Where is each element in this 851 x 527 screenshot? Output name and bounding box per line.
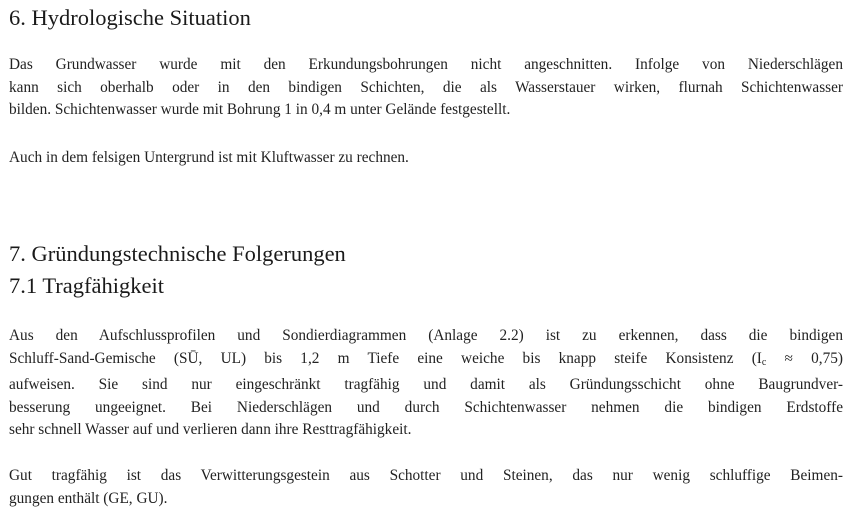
- section-6-heading: 6. Hydrologische Situation: [9, 5, 251, 30]
- text-line: Auch in dem felsigen Untergrund ist mit Kluftwasser zu rechnen.: [9, 149, 409, 166]
- section-7-1-subheading: 7.1 Tragfähigkeit: [9, 273, 164, 298]
- text-line: bilden. Schichtenwasser wurde mit Bohrung 1 in 0,4 m unter Gelände festgestellt.: [9, 101, 511, 118]
- section-7-heading: 7. Gründungstechnische Folgerungen: [9, 241, 346, 266]
- text-line: gungen enthält (GE, GU).: [9, 489, 168, 507]
- section-6-paragraph-1: [9, 54, 843, 122]
- subscript: c: [761, 356, 767, 368]
- section-7-1-paragraph-1: [9, 325, 843, 442]
- text-line-with-subscript: [9, 348, 843, 375]
- text-fragment: ≈ 0,75): [766, 349, 843, 367]
- text-line: Aus den Aufschlussprofilen und Sondierdiagrammen (Anlage 2.2) ist zu erkennen, dass die bindigen: [9, 327, 843, 344]
- text-line: Gut tragfähig ist das Verwitterungsgestein aus Schotter und Steinen, das nur wenig schluffige Beimen-: [9, 467, 843, 484]
- text-line: aufweisen. Sie sind nur eingeschränkt tragfähig und damit als Gründungsschicht ohne Baugrundver-: [9, 376, 843, 393]
- text-line: Das Grundwasser wurde mit den Erkundungsbohrungen nicht angeschnitten. Infolge von Niederschlägen: [9, 56, 843, 73]
- text-line: besserung ungeeignet. Bei Niederschlägen und durch Schichtenwasser nehmen die bindigen Erdstoffe: [9, 398, 843, 416]
- text-line: sehr schnell Wasser auf und verlieren dann ihre Resttragfähigkeit.: [9, 421, 412, 438]
- section-6-paragraph-2: [9, 147, 843, 170]
- section-7-1-paragraph-2: [9, 465, 843, 510]
- text-fragment: Schluff-Sand-Gemische (SŪ, UL) bis 1,2 m Tiefe eine weiche bis knapp steife Konsistenz (I: [9, 349, 762, 367]
- text-line: kann sich oberhalb oder in den bindigen Schichten, die als Wasserstauer wirken, flurnah Schichtenwasser: [9, 78, 843, 96]
